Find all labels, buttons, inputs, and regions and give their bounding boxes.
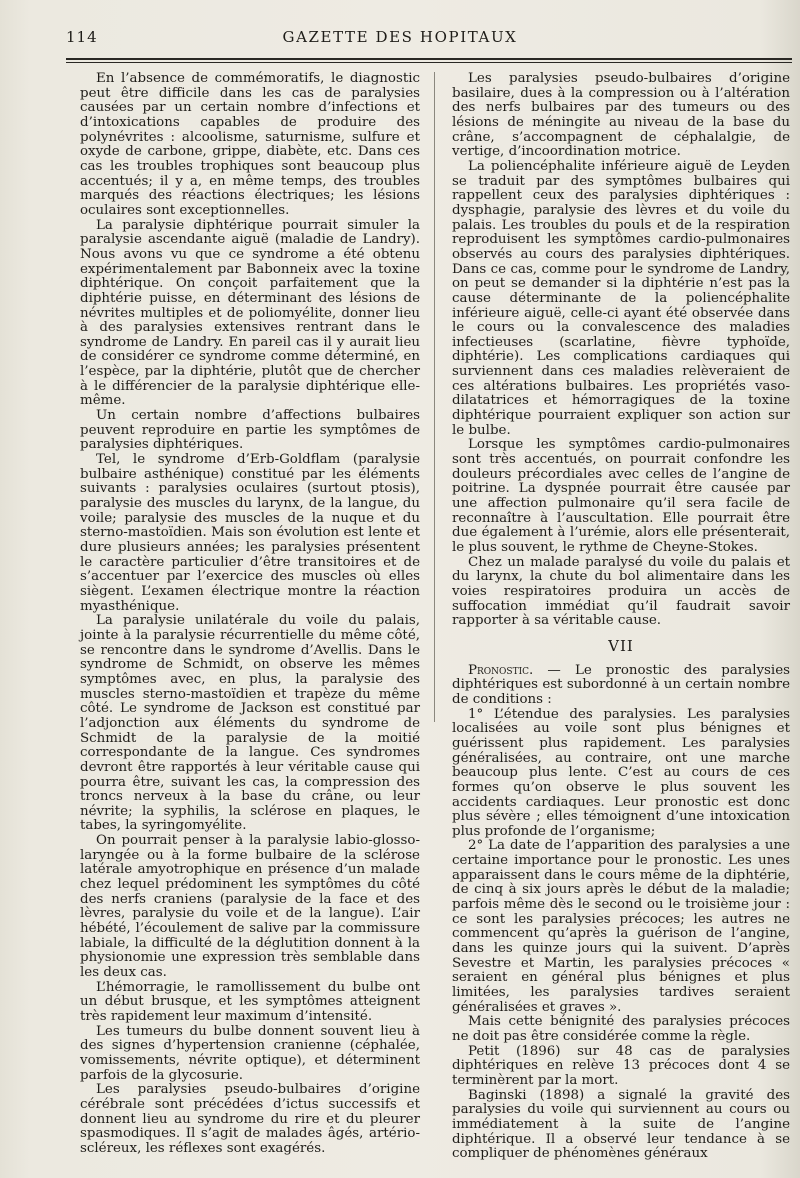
page-number: 114 bbox=[66, 28, 98, 46]
paragraph: Un certain nombre d’affections bulbaires peuvent reproduire en partie les symptômes de paralysies diphtériques. bbox=[80, 408, 420, 453]
paragraph: L’hémorragie, le ramollissement du bulbe ont un début brusque, et les symptômes atteignent très rapidement leur maximum d’intensité. bbox=[80, 979, 420, 1024]
paragraph: 2° La date de l’apparition des paralysies a une certaine importance pour le pronostic. Les unes apparaissent dans le cours même de la diphtérie, de cinq à six jours après le début de la maladie; parfois même dès le second ou le troisième jour : ce sont les paralysies précoces; les autres ne commencent qu’après la guérison de l’angine, dans les quinze jours qui la suivent. D’après Sevestre et Martin, les paralysies précoces « seraient en général plus bénignes et plus limitées, les paralysies tardives seraient généralisées et graves ». bbox=[452, 838, 790, 1015]
pronostic-paragraph bbox=[452, 664, 790, 708]
paragraph: Les tumeurs du bulbe donnent souvent lieu à des signes d’hypertension cranienne (céphalée, vomissements, névrite optique), et déterminent parfois de la glycosurie. bbox=[80, 1023, 420, 1083]
paragraph: La poliencéphalite inférieure aiguë de Leyden se traduit par des symptômes bulbaires qui rappellent ceux des paralysies diphtériques : dysphagie, paralysie des lèvres et du voile du palais. Les troubles du pouls et de la respiration reproduisent les symptômes cardio-pulmonaires observés au cours des paralysies diphtériques. Dans ce cas, comme pour le syndrome de Landry, on peut se demander si la diphtérie n’est pas la cause déterminante de la poliencéphalite inférieure aiguë, celle-ci ayant été observée dans le cours ou la convalescence des maladies infectieuses (scarlatine, fièvre typhoïde, diphtérie). Les complications cardiaques qui surviennent dans ces maladies relèveraient de ces altérations bulbaires. Les propriétés vaso-dilatatrices et hémorragiques de la toxine diphtérique pourraient expliquer son action sur le bulbe. bbox=[452, 158, 790, 438]
pronostic-text: — Le pronostic des paralysies diphtériques est subordonné à un certain nombre de conditions : bbox=[452, 662, 790, 707]
paragraph: Les paralysies pseudo-bulbaires d’origine cérébrale sont précédées d’ictus successifs et donnent lieu au syndrome du rire et du pleurer spasmodiques. Il s’agit de malades âgés, artério-scléreux, les réflexes sont exagérés. bbox=[80, 1082, 420, 1156]
header-rule-thick bbox=[66, 58, 792, 60]
header-rule-thin bbox=[66, 62, 792, 63]
section-number: VII bbox=[608, 636, 634, 655]
pronostic-lead: Pronostic. bbox=[468, 662, 534, 678]
paragraph: Lorsque les symptômes cardio-pulmonaires sont très accentués, on pourrait confondre les douleurs précordiales avec celles de l’angine de poitrine. La dyspnée pourrait être causée par une affection pulmonaire qu’il sera facile de reconnaître à l’auscultation. Elle pourrait être due également à l’urémie, alors elle présenterait, le plus souvent, le rythme de Cheyne-Stokes. bbox=[452, 437, 790, 555]
paragraph: Petit (1896) sur 48 cas de paralysies diphtériques en relève 13 précoces dont 4 se terminèrent par la mort. bbox=[452, 1043, 790, 1088]
paragraph: Chez un malade paralysé du voile du palais et du larynx, la chute du bol alimentaire dans les voies respiratoires produira un accès de suffocation immédiat qu’il faudrait savoir rapporter à sa véritable cause. bbox=[452, 554, 790, 629]
left-column bbox=[80, 72, 420, 1157]
paragraph: La paralysie diphtérique pourrait simuler la paralysie ascendante aiguë (maladie de Landry). Nous avons vu que ce syndrome a été obtenu expérimentalement par Babonneix avec la toxine diphtérique. On conçoit parfaitement que la diphtérie puisse, en déterminant des lésions de névrites multiples et de poliomyélite, donner lieu à des paralysies extensives rentrant dans le syndrome de Landry. En pareil cas il y aurait lieu de considérer ce syndrome comme déterminé, en l’espèce, par la diphtérie, plutôt que de chercher à le différencier de la paralysie diphtérique elle-même. bbox=[80, 217, 420, 409]
paragraph: Baginski (1898) a signalé la gravité des paralysies du voile qui surviennent au cours ou immédiatement à la suite de l’angine diphtérique. Il a observé leur tendance à se compliquer de phénomènes généraux bbox=[452, 1087, 790, 1162]
paragraph: 1° L’étendue des paralysies. Les paralysies localisées au voile sont plus bénignes et guérissent plus rapidement. Les paralysies généralisées, au contraire, ont une marche beaucoup plus lente. C’est au cours de ces formes qu’on observe le plus souvent les accidents cardiaques. Leur pronostic est donc plus sévère ; elles témoignent d’une intoxication plus profonde de l’organisme; bbox=[452, 706, 790, 839]
right-column bbox=[452, 72, 790, 1162]
paragraph: Les paralysies pseudo-bulbaires d’origine basilaire, dues à la compression ou à l’altération des nerfs bulbaires par des tumeurs ou des lésions de méningite au niveau de la base du crâne, s’accompagnent de céphalalgie, de vertige, d’incoordination motrice. bbox=[452, 71, 790, 160]
column-divider bbox=[434, 72, 435, 722]
running-title: GAZETTE DES HOPITAUX bbox=[282, 28, 518, 46]
page-header bbox=[0, 28, 800, 52]
paragraph: La paralysie unilatérale du voile du palais, jointe à la paralysie récurrentielle du même côté, se rencontre dans le syndrome d’Avellis. Dans le syndrome de Schmidt, on observe les mêmes symptômes avec, en plus, la paralysie des muscles sterno-mastoïdien et trapèze du même côté. Le syndrome de Jackson est constitué par l’adjonction aux éléments du syndrome de Schmidt de la paralysie de la moitié correspondante de la langue. Ces syndromes devront être rapportés à leur véritable cause qui pourra être, suivant les cas, la compression des troncs nerveux à la base du crâne, ou leur névrite; la syphilis, la sclérose en plaques, le tabes, la syringomyélite. bbox=[80, 613, 420, 834]
paragraph: Mais cette bénignité des paralysies précoces ne doit pas être considérée comme la règle. bbox=[452, 1014, 790, 1044]
paragraph: En l’absence de commémoratifs, le diagnostic peut être difficile dans les cas de paralysies causées par un certain nombre d’infections et d’intoxications capables de produire des polynévrites : alcoolisme, saturnisme, sulfure et oxyde de carbone, grippe, diabète, etc. Dans ces cas les troubles trophiques sont beaucoup plus accentués; il y a, en même temps, des troubles marqués des réactions électriques; les lésions oculaires sont exceptionnelles. bbox=[80, 71, 420, 218]
paragraph: On pourrait penser à la paralysie labio-glosso-laryngée ou à la forme bulbaire de la sclérose latérale amyotrophique en présence d’un malade chez lequel prédominent les symptômes du côté des nerfs craniens (paralysie de la face et des lèvres, paralysie du voile et de la langue). L’air hébété, l’écoulement de salive par la commissure labiale, la difficulté de la déglutition donnent à la physionomie une expression très semblable dans les deux cas. bbox=[80, 833, 420, 981]
paragraph: Tel, le syndrome d’Erb-Goldflam (paralysie bulbaire asthénique) constitué par les éléments suivants : paralysies oculaires (surtout ptosis), paralysie des muscles du larynx, de la langue, du voile; paralysie des muscles de la nuque et du sterno-mastoïdien. Mais son évolution est lente et dure plusieurs années; les paralysies présentent le caractère particulier d’être transitoires et de s’accentuer par l’exercice des muscles où elles siègent. L’examen électrique montre la réaction myasthénique. bbox=[80, 452, 420, 614]
